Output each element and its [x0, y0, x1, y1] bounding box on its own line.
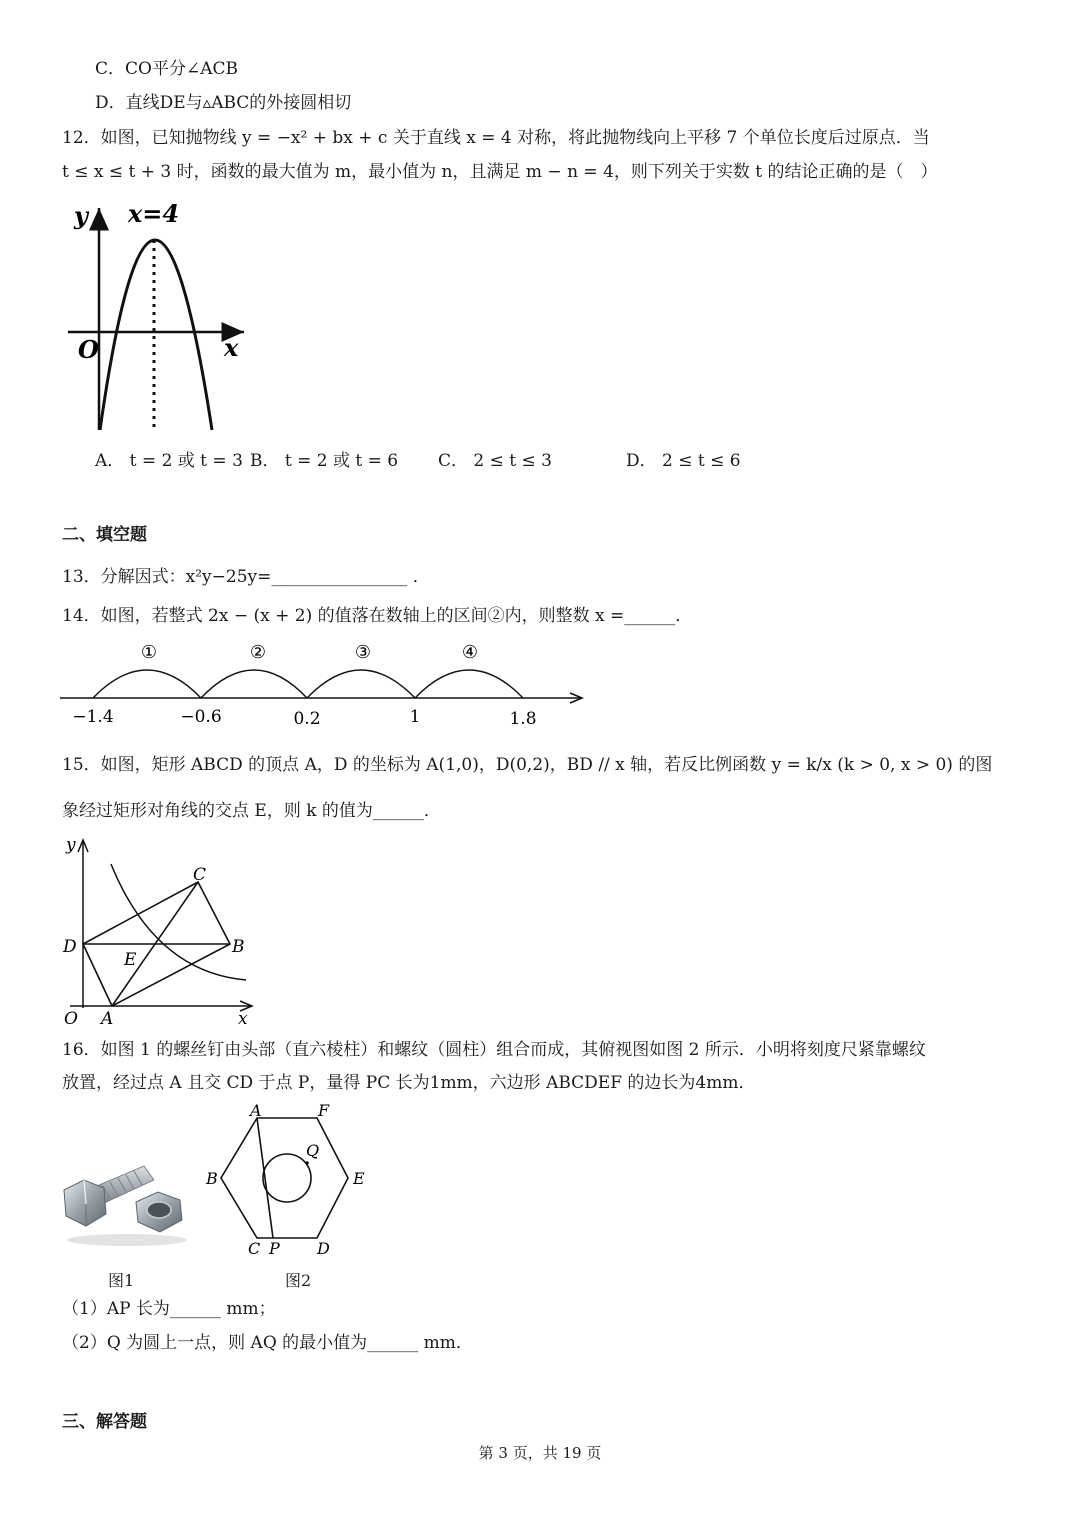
- q12-axis-label: x=4: [128, 199, 180, 228]
- q12-y-label: y: [74, 201, 88, 230]
- q14-text: 14．如图，若整式 2x − (x + 2) 的值落在数轴上的区间②内，则整数 x =______．: [62, 606, 693, 626]
- q12-option-c: C． 2 ≤ t ≤ 3: [438, 451, 552, 471]
- q14-tick-4: 1: [409, 707, 421, 727]
- q15-stem-line1: 15．如图，矩形 ABCD 的顶点 A，D 的坐标为 A(1,0)，D(0,2)，BD // x 轴，若反比例函数 y = k/x (k > 0, x > 0) 的图: [62, 755, 993, 775]
- q12-parabola-curve: [100, 240, 212, 430]
- q16-fig2-caption: 图2: [285, 1271, 312, 1290]
- q16-label-e: E: [353, 1169, 365, 1188]
- q14-arc-1: [93, 670, 201, 698]
- q14-interval-4: ④: [461, 642, 479, 663]
- q15-rectangle-figure: [60, 832, 260, 1032]
- q16-ruler-line-ap: [257, 1118, 273, 1238]
- q16-hexagon: [221, 1118, 348, 1238]
- q14-arc-4: [415, 670, 523, 698]
- q16-label-d: D: [317, 1239, 330, 1258]
- q14-tick-2: −0.6: [180, 707, 222, 727]
- q15-label-a: A: [101, 1009, 114, 1029]
- q15-label-x: x: [238, 1009, 248, 1029]
- q14-tick-5: 1.8: [509, 709, 537, 729]
- q12-option-d: D． 2 ≤ t ≤ 6: [626, 451, 741, 471]
- q16-label-p: P: [269, 1239, 280, 1258]
- q16-sub2: （2）Q 为圆上一点，则 AQ 的最小值为______ mm．: [62, 1333, 473, 1353]
- section-fill-in-title: 二、填空题: [62, 525, 147, 545]
- q12-parabola-figure: [62, 198, 252, 438]
- q16-stem-line2: 放置，经过点 A 且交 CD 于点 P，量得 PC 长为1mm，六边形 ABCDEF 的边长为4mm．: [62, 1073, 756, 1093]
- q15-label-y: y: [66, 835, 76, 855]
- q14-arc-2: [201, 670, 307, 698]
- q12-stem-line1: 12．如图，已知抛物线 y = −x² + bx + c 关于直线 x = 4 对称，将此抛物线向上平移 7 个单位长度后过原点．当: [62, 128, 930, 148]
- bolt-nut-photo: [62, 1158, 192, 1248]
- q14-tick-3: 0.2: [293, 709, 321, 729]
- q14-number-line: [60, 636, 590, 732]
- q11-option-d: D．直线DE与▵ABC的外接圆相切: [95, 93, 352, 113]
- q16-point-q: [305, 1161, 309, 1165]
- q12-option-b: B． t = 2 或 t = 6: [250, 451, 399, 471]
- q16-label-a: A: [250, 1101, 262, 1120]
- q15-label-e: E: [124, 950, 137, 970]
- q16-label-f: F: [318, 1101, 330, 1120]
- q16-label-c: C: [248, 1239, 261, 1258]
- q16-label-q: Q: [306, 1141, 320, 1160]
- q11-option-c: C．CO平分∠ACB: [95, 59, 238, 79]
- q16-sub1: （1）AP 长为______ mm；: [62, 1299, 276, 1319]
- q13-text: 13．分解因式：x²y−25y=________________ ．: [62, 567, 430, 587]
- q14-arc-3: [307, 670, 415, 698]
- page-footer: 第 3 页，共 19 页: [478, 1444, 602, 1462]
- q12-option-a: A． t = 2 或 t = 3: [95, 451, 243, 471]
- q16-hexagon-figure: [200, 1100, 380, 1260]
- q16-stem-line1: 16．如图 1 的螺丝钉由头部（直六棱柱）和螺纹（圆柱）组合而成，其俯视图如图 2 所示．小明将刻度尺紧靠螺纹: [62, 1040, 926, 1060]
- q16-thread-circle: [263, 1154, 311, 1202]
- q14-interval-1: ①: [140, 642, 158, 663]
- q12-x-label: x: [224, 333, 239, 362]
- q15-stem-line2: 象经过矩形对角线的交点 E，则 k 的值为______．: [62, 801, 441, 821]
- q15-label-d: D: [63, 937, 77, 957]
- q14-interval-2: ②: [249, 642, 267, 663]
- q16-fig1-caption: 图1: [108, 1271, 135, 1290]
- q15-label-o: O: [64, 1009, 78, 1029]
- q15-label-b: B: [232, 937, 245, 957]
- q16-label-b: B: [206, 1169, 218, 1188]
- q15-label-c: C: [193, 865, 207, 885]
- section-answer-title: 三、解答题: [62, 1412, 147, 1432]
- q12-stem-line2: t ≤ x ≤ t + 3 时，函数的最大值为 m，最小值为 n，且满足 m − n = 4，则下列关于实数 t 的结论正确的是（ ）: [62, 162, 938, 182]
- q14-interval-3: ③: [354, 642, 372, 663]
- q14-tick-1: −1.4: [72, 707, 114, 727]
- q12-origin-label: O: [78, 335, 99, 364]
